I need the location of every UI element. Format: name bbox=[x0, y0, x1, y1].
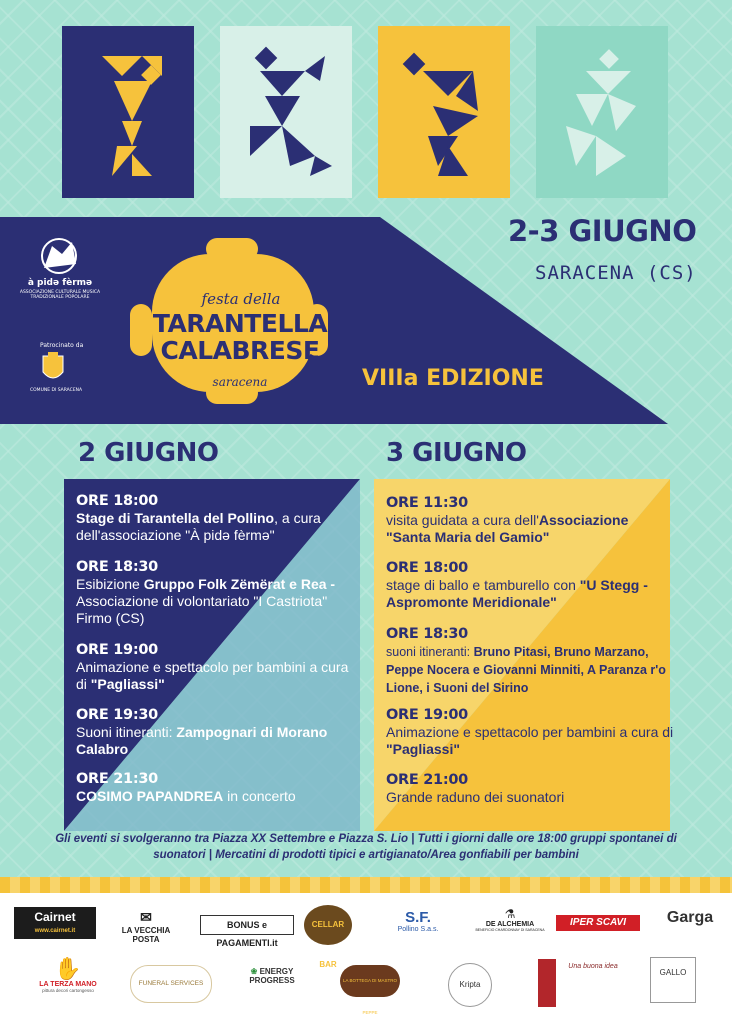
sponsor-terza-mano: ✋ LA TERZA MANO pittura decori cartongesso bbox=[39, 956, 97, 993]
event-dates: 2-3 GIUGNO bbox=[508, 214, 697, 248]
sponsor-bottega: LA BOTTEGA DI MASTRO PEPPE bbox=[340, 965, 400, 997]
event-desc: stage di ballo e tamburello con "U Stegg - Aspromonte Meridionale" bbox=[386, 577, 648, 610]
event-time: ORE 18:00 bbox=[386, 560, 468, 576]
day1-event-4 bbox=[76, 706, 361, 758]
day1-event-3 bbox=[76, 641, 361, 693]
event-desc: COSIMO PAPANDREA in concerto bbox=[76, 788, 296, 804]
sponsor-sf: S.F. Pollino S.a.s. bbox=[397, 909, 439, 933]
dancer-tile-2 bbox=[220, 26, 352, 198]
event-desc: Grande raduno dei suonatori bbox=[386, 789, 565, 805]
logo-title-2: CALABRESE bbox=[160, 336, 320, 365]
event-desc: Suoni itineranti: Zampognari di Morano Calabro bbox=[76, 724, 328, 757]
dancer-tile-1 bbox=[62, 26, 194, 198]
sponsor-buona-idea: Una buona idea bbox=[568, 963, 618, 970]
sponsor-iper-scavi: IPER SCAVI bbox=[556, 915, 640, 931]
footer-note: Gli eventi si svolgeranno tra Piazza XX Settembre e Piazza S. Lio | Tutti i giorni dalle ore 18:00 gruppi spontanei di suonatori | Mercatini di prodotti tipici e artigianato/Area gonfiabili per bambini bbox=[55, 833, 677, 861]
organizer-dancer-icon bbox=[30, 234, 88, 278]
event-time: ORE 21:00 bbox=[386, 772, 468, 788]
organizer-name: à pidə fèrmə bbox=[27, 278, 93, 288]
coat-of-arms-icon bbox=[40, 352, 66, 386]
patronage-label: Patrocinato da bbox=[40, 342, 84, 349]
event-desc: Esibizione Gruppo Folk Zëmërat e Rea - Associazione di volontariato "I Castriota" Firmo (CS) bbox=[76, 576, 336, 626]
sponsor-area bbox=[0, 893, 732, 1024]
day1-event-5 bbox=[76, 770, 361, 805]
day1-event-1 bbox=[76, 492, 361, 544]
sponsor-energy: ❀ ENERGY PROGRESS bbox=[249, 967, 295, 985]
sponsor-buona-idea-mark bbox=[538, 959, 556, 1007]
event-desc: Stage di Tarantella del Pollino, a cura dell'associazione "À pidə fèrmə" bbox=[76, 510, 321, 543]
day2-event-5 bbox=[386, 771, 676, 806]
event-desc: suoni itineranti: Bruno Pitasi, Bruno Marzano, Peppe Nocera e Giovanni Minniti, A Paranza r'o Lione, i Suoni del Sirino bbox=[386, 645, 666, 695]
day2-event-4 bbox=[386, 706, 676, 758]
sponsor-alchemia: ⚗ DE ALCHEMIA BENEFICIO CHARDONNAY DI SARACENA bbox=[475, 907, 545, 932]
sponsor-cairnet: Cairnet www.cairnet.it bbox=[14, 907, 96, 939]
event-desc: Animazione e spettacolo per bambini a cura di "Pagliassi" bbox=[76, 659, 349, 692]
event-time: ORE 18:00 bbox=[76, 493, 158, 509]
day2-event-2 bbox=[386, 559, 676, 611]
day1-event-2 bbox=[76, 558, 361, 627]
logo-tagline: festa della bbox=[201, 290, 281, 308]
logo-title-1: TARANTELLA bbox=[152, 309, 328, 338]
event-desc: visita guidata a cura dell'Associazione "Santa Maria del Gamio" bbox=[386, 512, 629, 545]
event-time: ORE 19:30 bbox=[76, 707, 158, 723]
event-time: ORE 19:00 bbox=[76, 642, 158, 658]
sponsor-bonus: BONUS e PAGAMENTI.it bbox=[200, 915, 294, 935]
yellow-stripe bbox=[0, 877, 732, 893]
event-time: ORE 18:30 bbox=[76, 559, 158, 575]
event-desc: Animazione e spettacolo per bambini a cura di "Pagliassi" bbox=[386, 724, 674, 757]
sponsor-funeral: FUNERAL SERVICES bbox=[130, 965, 212, 1003]
day2-event-3 bbox=[386, 625, 676, 697]
organizer-subtitle: ASSOCIAZIONE CULTURALE MUSICA TRADIZIONALE POPOLARE bbox=[19, 290, 101, 300]
event-time: ORE 21:30 bbox=[76, 771, 158, 787]
day2-title: 3 GIUGNO bbox=[386, 438, 527, 468]
sponsor-gallo: GALLO bbox=[650, 957, 696, 1003]
event-time: ORE 11:30 bbox=[386, 495, 468, 511]
sponsor-kripta: Kripta bbox=[448, 963, 492, 1007]
day1-title: 2 GIUGNO bbox=[78, 438, 219, 468]
edition-label: VIIIa EDIZIONE bbox=[362, 366, 544, 391]
sponsor-cellar-bar: CELLAR BAR bbox=[304, 905, 352, 945]
dancer-tile-3 bbox=[378, 26, 510, 198]
sponsor-garga: Garga bbox=[666, 909, 714, 926]
event-time: ORE 19:00 bbox=[386, 707, 468, 723]
dancer-tile-4 bbox=[536, 26, 668, 198]
sponsor-vecchia-posta: ✉ LA VECCHIA POSTA bbox=[121, 909, 171, 944]
comune-label: COMUNE DI SARACENA bbox=[30, 388, 83, 393]
event-time: ORE 18:30 bbox=[386, 626, 468, 642]
logo-subtitle: saracena bbox=[212, 375, 268, 389]
day2-event-1 bbox=[386, 494, 676, 546]
event-place: SARACENA (CS) bbox=[535, 262, 697, 284]
